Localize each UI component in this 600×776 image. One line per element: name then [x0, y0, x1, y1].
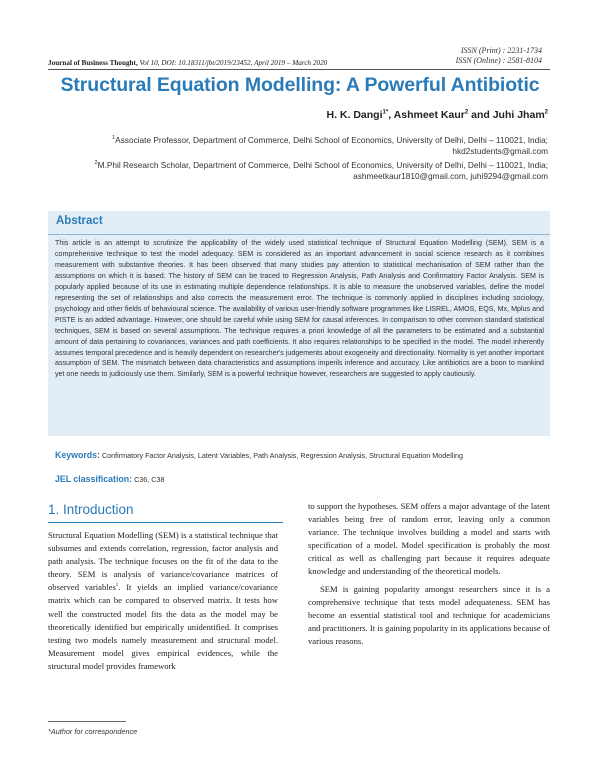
keywords-label: Keywords:	[55, 450, 100, 460]
journal-meta: Vol 10, DOI: 10.18311/jbt/2019/23452, April 2019 – March 2020	[139, 59, 328, 67]
paragraph-text: . It yields an implied variance/covariance matrix which can be compared to observed matrix. It tests how well the constructed model fits the data as the model may be theoretically identified but empirically unidentified. It comprises testing two models namely measurement and structural model. Measurement model gives empirical evidences, while the structural model provides framework	[48, 582, 278, 671]
footnote: *Author for correspondence	[48, 727, 138, 736]
author-name: Juhi Jham	[492, 109, 545, 121]
keywords	[55, 450, 549, 461]
author-name: Ashmeet Kaur	[393, 109, 465, 121]
paragraph-text: Structural Equation Modelling (SEM) is a statistical technique that subsumes and extends correlation, regression, factor analysis and path analysis. The technique focuses on the fit of the data to the theory. SEM is analysis of variance/covariance matrices of observed variables	[48, 530, 278, 593]
issn-online: ISSN (Online) : 2581-8104	[455, 56, 542, 65]
author-marker: 2	[544, 109, 548, 116]
abstract-divider	[48, 234, 550, 235]
affiliation-marker: 1	[112, 135, 116, 141]
article-title: Structural Equation Modelling: A Powerful Antibiotic	[60, 74, 540, 96]
header-divider	[48, 69, 550, 70]
section-divider	[48, 522, 283, 523]
issn-block	[456, 46, 542, 66]
keywords-text: Confirmatory Factor Analysis, Latent Variables, Path Analysis, Regression Analysis, Structural Equation Modelling	[101, 451, 463, 460]
affiliation-marker: 2	[94, 160, 98, 166]
footnote-divider	[48, 721, 126, 722]
affiliation-1	[28, 133, 548, 157]
citation-marker: 1	[115, 583, 119, 589]
affiliation-text: M.Phil Research Scholar, Department of Commerce, Delhi School of Economics, University of Delhi, Delhi – 110021, India; ashmeetkaur1810@gmail.com, juhi9294@gmail.com	[97, 159, 548, 181]
abstract-heading: Abstract	[56, 215, 103, 227]
affiliation-text: Associate Professor, Department of Commerce, Delhi School of Economics, University of Delhi, Delhi – 110021, India; hkd2students@gmail.com	[115, 134, 548, 156]
abstract-text: This article is an attempt to scrutinize the applicability of the widely used statistical technique of Structural Equation Modelling (SEM). SEM is a comprehensive technique to test the model adequacy. SEM is considered as an important advancement in social science research as it combines measurement with substantive theories. It has been observed that many studies pay attention to statistical mechanisation of SEM rather than the assumptions on which it is based. The history of SEM can be traced to Regression Analysis, Path Analysis and Confirmatory Factor Analysis. SEM is popularly applied because of its use in estimating multiple dependence relationships. It is able to measure the unobserved variables, define the model representing the set of relationships and also corrects the measurement error. The technique is commonly applied in disciplines including sociology, psychology and other fields of behavioural science. The availability of various user-friendly software programmes like LISREL, AMOS, EQS, Mx, Mplus and PISTE is an added advantage. However, one should be careful while using SEM for causal inferences. In comparison to other common standard statistical techniques, SEM is based on several assumptions. The technique requires a priori knowledge of all the parameters to be estimated and a substantial amount of data pertaining to covariances, variances and path coefficients. It also requires relationships to be specified in the model. The model inherently assumes temporal precedence and is heavily dependent on researcher's judgements about exogeneity and directionality. Normality is yet another important assumption of SEM. The mismatch between data characteristics and assumptions imperils inference and accuracy. Like antibiotics are a boon to mankind yet one needs to judiciously use them. Similarly, SEM is a powerful technique however, researchers are suggested to apply cautiously.	[55, 239, 544, 379]
paragraph: to support the hypotheses. SEM offers a major advantage of the latent variables being free of random error, leaving only a common variance. The technique involves building a model and starts with specification of a model. Model specification is probably the most critical as well as challenging part because it requires adequate knowledge and understanding of the theoretical models.	[308, 501, 550, 577]
affiliation-2	[48, 158, 548, 182]
journal-name: Journal of Business Thought,	[48, 59, 138, 67]
jel-codes: C36, C38	[134, 475, 165, 484]
paragraph: SEM is gaining popularity amongst researchers since it is a comprehensive technique that tests model adequateness. SEM has become an essential statistical tool and technique for academicians and practitioners. It is gaining popularity in its applications because of various reasons.	[308, 583, 550, 646]
abstract-box	[48, 211, 550, 436]
body-column-right	[308, 500, 550, 648]
jel-label: JEL classification:	[55, 474, 133, 484]
author-name: H. K. Dangi	[326, 109, 383, 121]
body-column-left	[48, 529, 278, 673]
author-line	[327, 109, 548, 121]
author-marker: 1*	[382, 109, 389, 116]
section-heading: 1. Introduction	[48, 502, 134, 517]
author-separator: ,	[388, 109, 394, 121]
author-separator: and	[468, 109, 493, 121]
journal-citation	[48, 59, 327, 67]
paragraph	[48, 529, 278, 673]
jel-classification	[55, 474, 164, 484]
issn-print: ISSN (Print) : 2231-1734	[460, 46, 542, 55]
author-marker: 2	[464, 109, 469, 116]
